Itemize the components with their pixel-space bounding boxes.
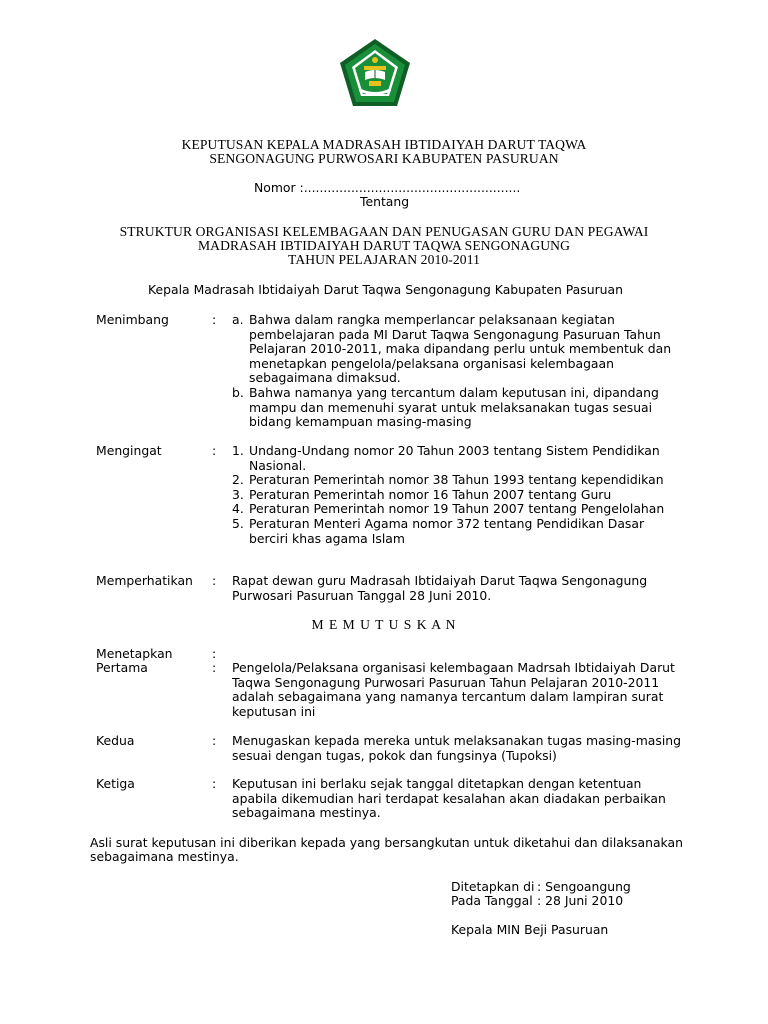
memperhatikan-label: Memperhatikan [96, 573, 193, 588]
mengingat-list [232, 444, 682, 546]
menimbang-b-line: Bahwa namanya yang tercantum dalam keputusan ini, dipandang [249, 384, 659, 400]
pertama-line: adalah sebagaimana yang namanya tercantum dalam lampiran surat [232, 689, 664, 705]
pertama-body [232, 661, 682, 719]
list-number: 5. [232, 515, 244, 531]
list-number: 1. [232, 443, 244, 458]
list-item-text: Nasional. [249, 457, 307, 473]
list-number: 2. [232, 472, 244, 488]
subject-line3: TAHUN PELAJARAN 2010-2011 [288, 252, 480, 267]
document-title-line1: KEPUTUSAN KEPALA MADRASAH IBTIDAIYAH DARUT TAQWA [181, 137, 587, 152]
point-marker: b. [232, 384, 244, 400]
menimbang-a-line: pembelajaran pada MI Darut Taqwa Sengonagung Pasuruan Tahun [249, 326, 661, 342]
menetapkan-label: Menetapkan [96, 646, 173, 661]
kedua-line: sesuai dengan tugas, pokok dan fungsinya (Tupoksi) [232, 747, 557, 763]
menimbang-b-line: bidang kemampuan masing-masing [249, 414, 472, 430]
kedua-colon: : [212, 733, 217, 748]
menimbang-a-line: sebagaimana dimaksud. [249, 370, 401, 386]
menimbang-a-line: menetapkan pengelola/pelaksana organisasi kelembagaan [249, 355, 614, 371]
memperhatikan-line: Rapat dewan guru Madrasah Ibtidaiyah Darut Taqwa Sengonagung [232, 573, 648, 588]
tentang-label: Tentang [360, 194, 410, 209]
place-value: : Sengoangung [537, 879, 631, 894]
memperhatikan-body [232, 574, 682, 603]
date-label: Pada Tanggal [451, 893, 533, 908]
nomor-line: Nomor :....................................................... [254, 180, 521, 195]
place-label: Ditetapkan di [451, 879, 535, 894]
ketiga-line: Keputusan ini berlaku sejak tanggal ditetapkan dengan ketentuan [232, 776, 642, 791]
list-item-text: berciri khas agama Islam [249, 530, 405, 546]
ministry-emblem-icon [339, 38, 411, 108]
list-number: 4. [232, 501, 244, 517]
kedua-body [232, 734, 682, 763]
signer-title: Kepala MIN Beji Pasuruan [451, 922, 609, 937]
date-value: : 28 Juni 2010 [537, 893, 624, 908]
list-item-text: Peraturan Pemerintah nomor 38 Tahun 1993 tentang kependidikan [249, 472, 664, 488]
menetapkan-colon: : [212, 646, 217, 661]
pertama-line: keputusan ini [232, 703, 316, 719]
ketiga-colon: : [212, 776, 217, 791]
document-title-line2: SENGONAGUNG PURWOSARI KABUPATEN PASURUAN [209, 151, 559, 166]
memperhatikan-line: Purwosari Pasuruan Tanggal 28 Juni 2010. [232, 587, 492, 603]
closing-line: sebagaimana mestinya. [90, 849, 239, 864]
issuer-line: Kepala Madrasah Ibtidaiyah Darut Taqwa Sengonagung Kabupaten Pasuruan [148, 282, 623, 297]
memutuskan-heading: M E M U T U S K A N [311, 617, 457, 632]
subject-line2: MADRASAH IBTIDAIYAH DARUT TAQWA SENGONAGUNG [197, 238, 570, 253]
closing-line: Asli surat keputusan ini diberikan kepada yang bersangkutan untuk diketahui dan dilaksanakan [90, 835, 683, 850]
kedua-label: Kedua [96, 733, 135, 748]
ketiga-label: Ketiga [96, 776, 135, 791]
memperhatikan-colon: : [212, 573, 217, 588]
kedua-line: Menugaskan kepada mereka untuk melaksanakan tugas masing-masing [232, 733, 681, 748]
list-item-text: Peraturan Pemerintah nomor 19 Tahun 2007 tentang Pengelolahan [249, 501, 665, 517]
pertama-colon: : [212, 660, 217, 675]
pertama-line: Taqwa Sengonagung Purwosari Pasuruan Tahun Pelajaran 2010-2011 [232, 674, 660, 690]
subject-line1: STRUKTUR ORGANISASI KELEMBAGAAN DAN PENUGASAN GURU DAN PEGAWAI [119, 224, 649, 239]
menimbang-label: Menimbang [96, 312, 169, 327]
mengingat-colon: : [212, 443, 217, 458]
pertama-line: Pengelola/Pelaksana organisasi kelembagaan Madrsah Ibtidaiyah Darut [232, 660, 675, 675]
list-number: 3. [232, 486, 244, 502]
mengingat-label: Mengingat [96, 443, 162, 458]
ketiga-line: sebagaimana mestinya. [232, 805, 381, 821]
ketiga-line: apabila dikemudian hari terdapat kesalahan akan diadakan perbaikan [232, 790, 666, 806]
list-item-text: Peraturan Menteri Agama nomor 372 tentang Pendidikan Dasar [249, 515, 645, 531]
pertama-label: Pertama [96, 660, 148, 675]
list-item-text: Undang-Undang nomor 20 Tahun 2003 tentang Sistem Pendidikan [249, 443, 660, 458]
menimbang-a-line: Pelajaran 2010-2011, maka dipandang perlu untuk membentuk dan [249, 341, 672, 357]
point-marker: a. [232, 312, 244, 327]
ketiga-body [232, 777, 682, 821]
menimbang-colon: : [212, 312, 217, 327]
menimbang-a-line: Bahwa dalam rangka memperlancar pelaksanaan kegiatan [249, 312, 615, 327]
menimbang-body [232, 313, 682, 430]
menimbang-b-line: mampu dan memenuhi syarat untuk melaksanakan tugas sesuai [249, 399, 653, 415]
list-item-text: Peraturan Pemerintah nomor 16 Tahun 2007 tentang Guru [249, 486, 612, 502]
